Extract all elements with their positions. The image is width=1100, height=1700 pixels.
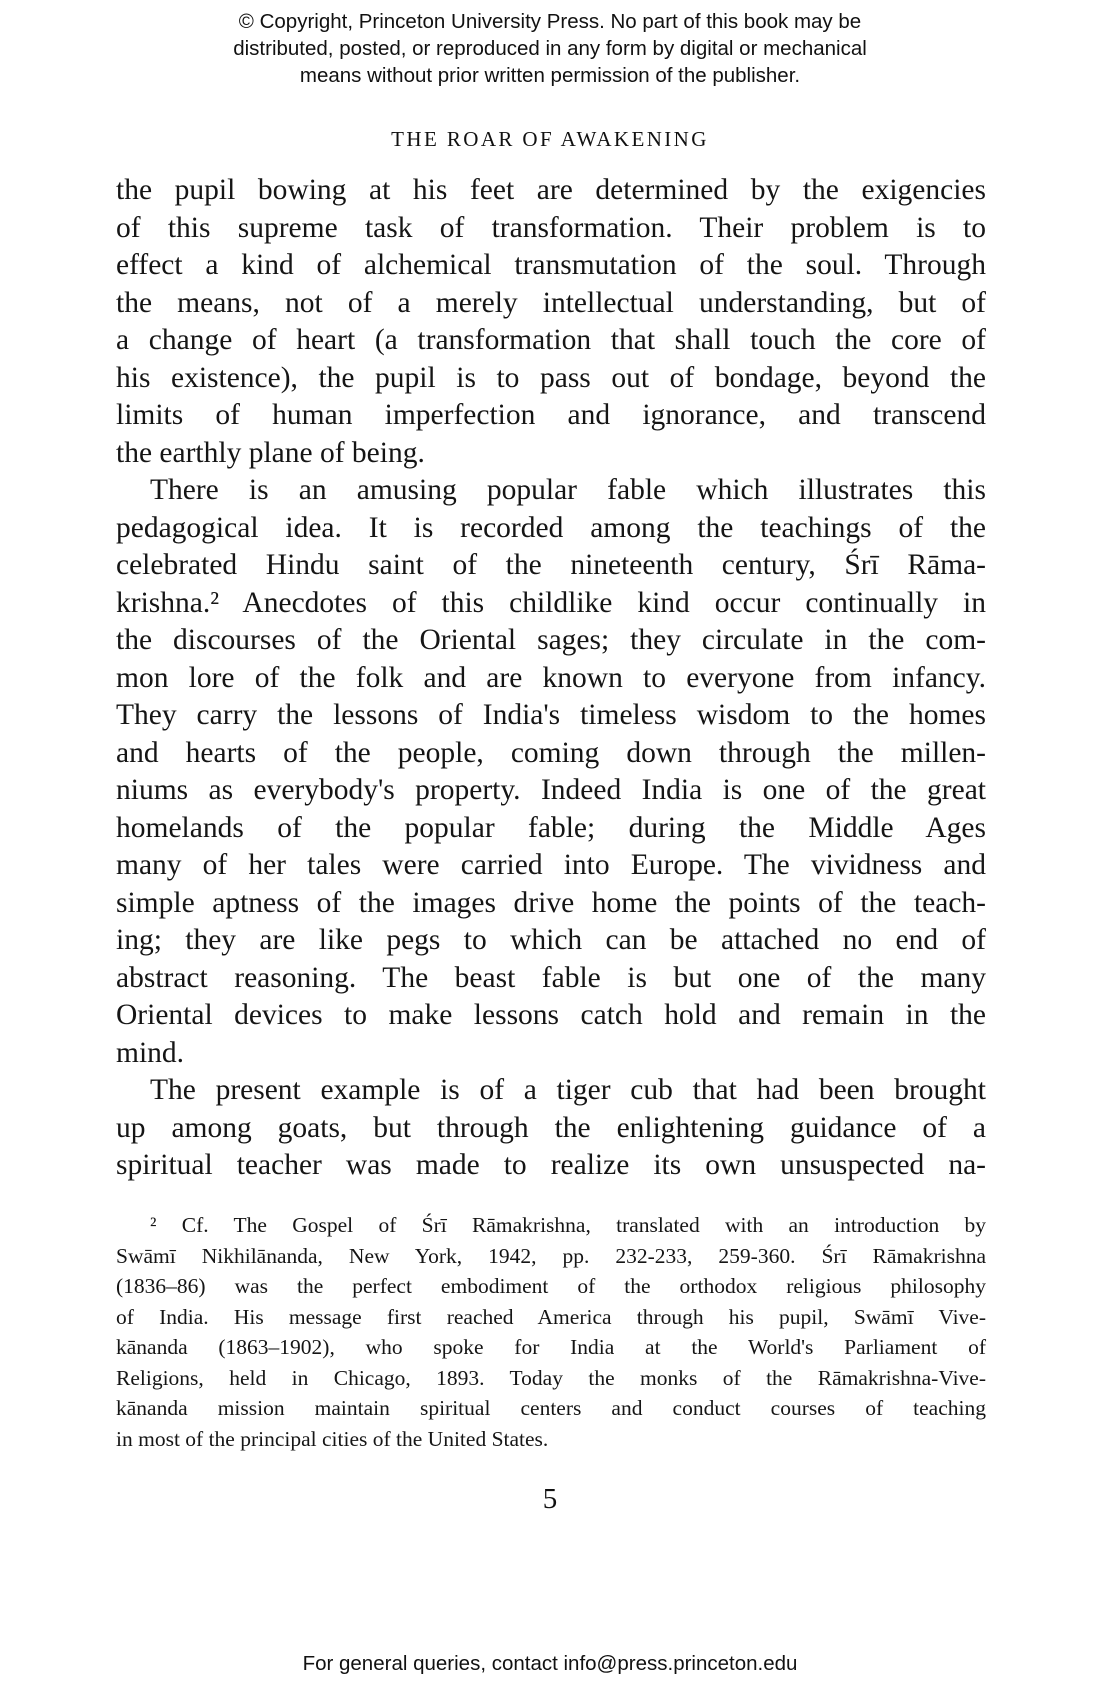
- copyright-line: distributed, posted, or reproduced in any form by digital or mechanical: [233, 37, 867, 60]
- running-head: THE ROAR OF AWAKENING: [391, 127, 709, 151]
- text-line: niums as everybody's property. Indeed India is one of the great: [116, 774, 986, 806]
- footnote-line: kānanda mission maintain spiritual centers and conduct courses of teaching: [116, 1396, 986, 1420]
- text-line: The present example is of a tiger cub that had been brought: [150, 1074, 986, 1106]
- copyright-notice: [0, 8, 1100, 89]
- contact-line: For general queries, contact info@press.princeton.edu: [302, 1652, 798, 1675]
- footnote-line: of India. His message first reached America through his pupil, Swāmī Vive-: [116, 1304, 986, 1329]
- text-line: the discourses of the Oriental sages; they circulate in the com-: [116, 624, 986, 656]
- footnote-line: ² Cf. The Gospel of Śrī Rāmakrishna, translated with an introduction by: [150, 1213, 986, 1237]
- text-line: of this supreme task of transformation. Their problem is to: [116, 211, 986, 244]
- text-line: abstract reasoning. The beast fable is but one of the many: [116, 961, 986, 994]
- text-line: Oriental devices to make lessons catch hold and remain in the: [116, 999, 986, 1031]
- text-line: limits of human imperfection and ignorance, and transcend: [116, 399, 986, 431]
- footnote-line: kānanda (1863–1902), who spoke for India at the World's Parliament of: [116, 1335, 986, 1359]
- footnote-line: Religions, held in Chicago, 1893. Today the monks of the Rāmakrishna-Vive-: [116, 1365, 986, 1390]
- page-number: 5: [542, 1483, 558, 1515]
- footnote-line: (1836–86) was the perfect embodiment of the orthodox religious philosophy: [116, 1274, 986, 1298]
- text-line: celebrated Hindu saint of the nineteenth century, Śrī Rāma-: [116, 549, 986, 581]
- text-line: They carry the lessons of India's timeless wisdom to the homes: [116, 699, 986, 731]
- text-line: There is an amusing popular fable which illustrates this: [150, 474, 986, 506]
- copyright-line: means without prior written permission of the publisher.: [299, 64, 801, 87]
- text-line: simple aptness of the images drive home the points of the teach-: [116, 886, 986, 919]
- text-line: many of her tales were carried into Europe. The vividness and: [116, 849, 986, 881]
- text-line: up among goats, but through the enlightening guidance of a: [116, 1111, 986, 1144]
- text-line: and hearts of the people, coming down through the millen-: [116, 736, 986, 769]
- text-line: a change of heart (a transformation that shall touch the core of: [116, 324, 986, 356]
- text-line: ing; they are like pegs to which can be attached no end of: [116, 924, 986, 956]
- copyright-line: © Copyright, Princeton University Press. No part of this book may be: [238, 10, 862, 33]
- text-line: pedagogical idea. It is recorded among the teachings of the: [116, 511, 986, 544]
- text-line: the pupil bowing at his feet are determined by the exigencies: [116, 174, 986, 206]
- text-line: his existence), the pupil is to pass out of bondage, beyond the: [116, 361, 986, 394]
- text-line: krishna.² Anecdotes of this childlike kind occur continually in: [116, 586, 986, 619]
- footnote: [116, 1210, 986, 1454]
- footnote-line: in most of the principal cities of the United States.: [116, 1426, 549, 1451]
- footnote-line: Swāmī Nikhilānanda, New York, 1942, pp. 232-233, 259-360. Śrī Rāmakrishna: [116, 1243, 986, 1268]
- text-line: spiritual teacher was made to realize its own unsuspected na-: [116, 1149, 986, 1181]
- text-line: the earthly plane of being.: [116, 436, 425, 469]
- text-line: homelands of the popular fable; during the Middle Ages: [116, 811, 986, 844]
- text-line: the means, not of a merely intellectual understanding, but of: [116, 286, 986, 319]
- text-line: effect a kind of alchemical transmutation of the soul. Through: [116, 249, 986, 281]
- text-line: mind.: [116, 1036, 185, 1069]
- body-text: [116, 172, 986, 1185]
- text-line: mon lore of the folk and are known to everyone from infancy.: [116, 661, 986, 694]
